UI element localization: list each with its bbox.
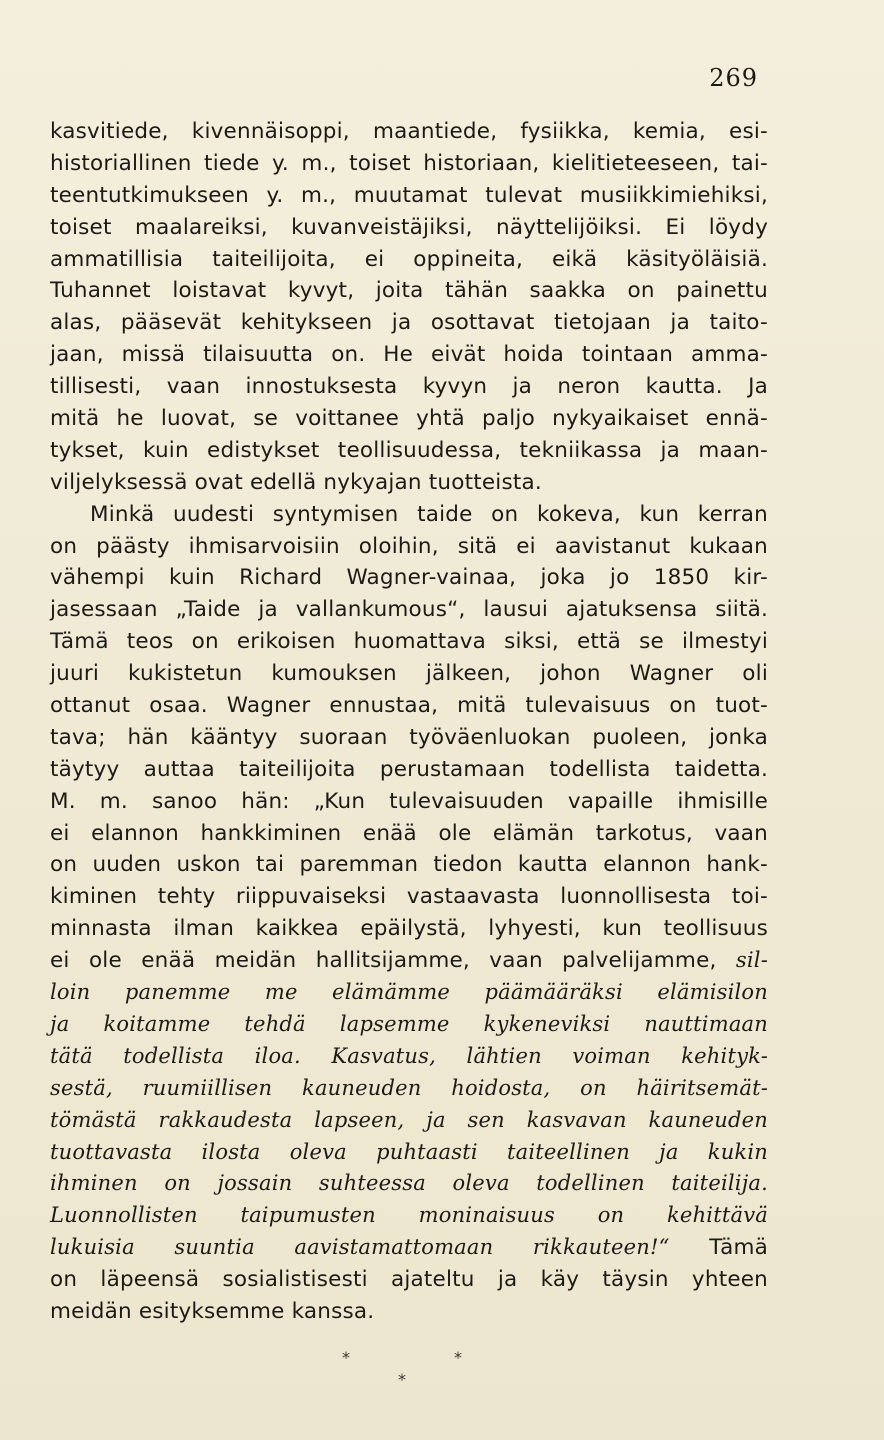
section-break-asterism	[330, 1348, 480, 1408]
italic-line: tuottavasta ilosta oleva puhtaasti taiteellinen ja kukin	[50, 1139, 768, 1164]
text-line: on uuden uskon tai paremman tiedon kautta elannon hank-	[50, 852, 768, 878]
text-line: jaan, missä tilaisuutta on. He eivät hoida tointaan amma-	[50, 342, 768, 368]
text-line: ammatillisia taiteilijoita, ei oppineita, eikä käsityöläisiä.	[50, 246, 768, 272]
text-line: vähempi kuin Richard Wagner-vainaa, joka jo 1850 kir-	[50, 565, 768, 591]
text-line: Tuhannet loistavat kyvyt, joita tähän saakka on painettu	[50, 278, 768, 304]
italic-line: ja koitamme tehdä lapsemme kykeneviksi nauttimaan	[50, 1011, 768, 1036]
text-line	[50, 1232, 768, 1264]
text-line: toiset maalareiksi, kuvanveistäjiksi, näyttelijöiksi. Ei löydy	[50, 214, 768, 240]
text-line: jasessaan „Taide ja vallankumous“, lausui ajatuksensa siitä.	[50, 597, 768, 623]
italic-line: sestä, ruumiillisen kauneuden hoidosta, on häiritsemät-	[50, 1075, 768, 1100]
body-text	[50, 116, 768, 1328]
text-line: mitä he luovat, se voittanee yhtä paljo nykyaikaiset ennä-	[50, 406, 768, 432]
text-line: ottanut osaa. Wagner ennustaa, mitä tulevaisuus on tuot-	[50, 693, 768, 719]
text-line: historiallinen tiede y. m., toiset historiaan, kielitieteeseen, tai-	[50, 150, 768, 176]
text-line: meidän esityksemme kanssa.	[50, 1298, 375, 1324]
text-line: juuri kukistetun kumouksen jälkeen, johon Wagner oli	[50, 661, 768, 687]
text-line: ei elannon hankkiminen enää ole elämän tarkotus, vaan	[50, 820, 768, 846]
text-line: M. m. sanoo hän: „Kun tulevaisuuden vapaille ihmisille	[50, 788, 768, 814]
page-number: 269	[709, 64, 758, 92]
text-line: minnasta ilman kaikkea epäilystä, lyhyesti, kun teollisuus	[50, 916, 768, 942]
text-line: täytyy auttaa taiteilijoita perustamaan todellista taidetta.	[50, 756, 768, 782]
text-line: tillisesti, vaan innostuksesta kyvyn ja neron kautta. Ja	[50, 374, 768, 400]
italic-run: sil-	[735, 948, 768, 973]
text-line: teentutkimukseen y. m., muutamat tulevat musiikkimiehiksi,	[50, 182, 768, 208]
text-line: Minkä uudesti syntymisen taide on kokeva, kun kerran	[90, 501, 768, 527]
text-run: ei ole enää meidän hallitsijamme, vaan palvelijamme,	[50, 948, 736, 974]
italic-line: tätä todellista iloa. Kasvatus, lähtien voiman kehityk-	[50, 1043, 768, 1068]
text-line: kasvitiede, kivennäisoppi, maantiede, fysiikka, kemia, esi-	[50, 119, 768, 144]
asterisk-icon: *	[454, 1348, 462, 1367]
text-line: kiminen tehty riippuvaiseksi vastaavasta luonnollisesta toi-	[50, 884, 768, 910]
text-line: alas, pääsevät kehitykseen ja osottavat tietojaan ja taito-	[50, 310, 768, 336]
text-line: on läpeensä sosialistisesti ajateltu ja käy täysin yhteen	[50, 1267, 768, 1293]
italic-line: ihminen on jossain suhteessa oleva todellinen taiteilija.	[50, 1171, 768, 1196]
italic-line: Luonnollisten taipumusten moninaisuus on kehittävä	[50, 1203, 768, 1228]
text-line: tykset, kuin edistykset teollisuudessa, tekniikassa ja maan-	[50, 437, 768, 463]
text-line: Tämä teos on erikoisen huomattava siksi, että se ilmestyi	[50, 629, 768, 655]
asterisk-icon: *	[342, 1348, 350, 1367]
text-line: viljelyksessä ovat edellä nykyajan tuotteista.	[50, 469, 542, 495]
italic-run: lukuisia suuntia aavistamattomaan rikkauteen!“	[50, 1235, 670, 1260]
text-line: on päästy ihmisarvoisiin oloihin, sitä ei aavistanut kukaan	[50, 533, 768, 559]
italic-line: loin panemme me elämämme päämääräksi elämisilon	[50, 980, 768, 1005]
text-run: Tämä	[669, 1235, 768, 1261]
asterisk-icon: *	[398, 1370, 406, 1389]
text-line	[50, 945, 768, 977]
text-line: tava; hän kääntyy suoraan työväenluokan puoleen, jonka	[50, 724, 768, 750]
italic-line: tömästä rakkaudesta lapseen, ja sen kasvavan kauneuden	[50, 1107, 768, 1132]
